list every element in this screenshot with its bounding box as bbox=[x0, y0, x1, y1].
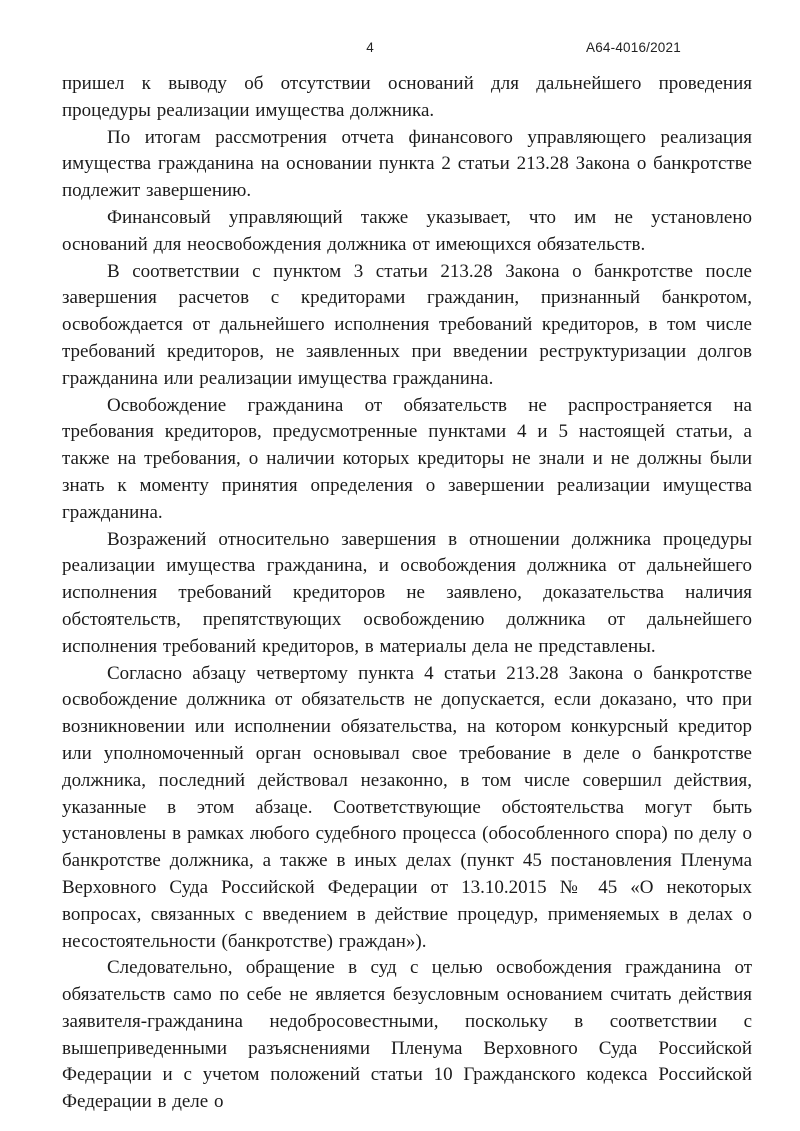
paragraph-no-objections: Возражений относительно завершения в отношении должника процедуры реализации имущества гражданина, и освобождения должника от дальнейшего исполнения требований кредиторов не заявлено, доказательства наличия обстоятельств, препятствующих освобождению должника от дальнейшего исполнения требований кредиторов, в материалы дела не представлены. bbox=[62, 528, 752, 657]
paragraph-report-review: По итогам рассмотрения отчета финансового управляющего реализация имущества гражданина на основании пункта 2 статьи 213.28 Закона о банкротстве подлежит завершению. bbox=[62, 126, 752, 202]
paragraph-release-exceptions: Освобождение гражданина от обязательств не распространяется на требования кредиторов, предусмотренные пунктами 4 и 5 настоящей статьи, а также на требования, о наличии которых кредиторы не знали и не должны были знать к моменту принятия определения о завершении реализации имущества гражданина. bbox=[62, 394, 752, 523]
page-header bbox=[0, 40, 800, 58]
document-body bbox=[62, 71, 752, 1116]
paragraph-continuation: пришел к выводу об отсутствии оснований для дальнейшего проведения процедуры реализации имущества должника. bbox=[62, 73, 752, 121]
paragraph-law-213-28-p3: В соответствии с пунктом 3 статьи 213.28 Закона о банкротстве после завершения расчетов с кредиторами гражданин, признанный банкротом, освобождается от дальнейшего исполнения требований кредиторов, в том числе требований кредиторов, не заявленных при введении реструктуризации долгов гражданина или реализации имущества гражданина. bbox=[62, 260, 752, 389]
paragraph-law-213-28-p4: Согласно абзацу четвертому пункта 4 статьи 213.28 Закона о банкротстве освобождение должника от обязательств не допускается, если доказано, что при возникновении или исполнении обязательства, на котором конкурсный кредитор или уполномоченный орган основывал свое требование в деле о банкротстве должника, последний действовал незаконно, в том числе совершил действия, указанные в этом абзаце. Соответствующие обстоятельства могут быть установлены в рамках любого судебного процесса (обособленного спора) по делу о банкротстве должника, а также в иных делах (пункт 45 постановления Пленума Верховного Суда Российской Федерации от 13.10.2015 № 45 «О некоторых вопросах, связанных с введением в действие процедур, применяемых в делах о несостоятельности (банкротстве) граждан»). bbox=[62, 662, 752, 952]
page-number: 4 bbox=[366, 40, 374, 55]
paragraph-conclusion: Следовательно, обращение в суд с целью освобождения гражданина от обязательств само по себе не является безусловным основанием считать действия заявителя-гражданина недобросовестными, поскольку в соответствии с вышеприведенными разъяснениями Пленума Верховного Суда Российской Федерации и с учетом положений статьи 10 Гражданского кодекса Российской Федерации в деле о bbox=[62, 957, 752, 1113]
paragraph-manager-statement: Финансовый управляющий также указывает, что им не установлено оснований для неосвобождения должника от имеющихся обязательств. bbox=[62, 206, 752, 255]
case-number: А64-4016/2021 bbox=[586, 40, 681, 55]
